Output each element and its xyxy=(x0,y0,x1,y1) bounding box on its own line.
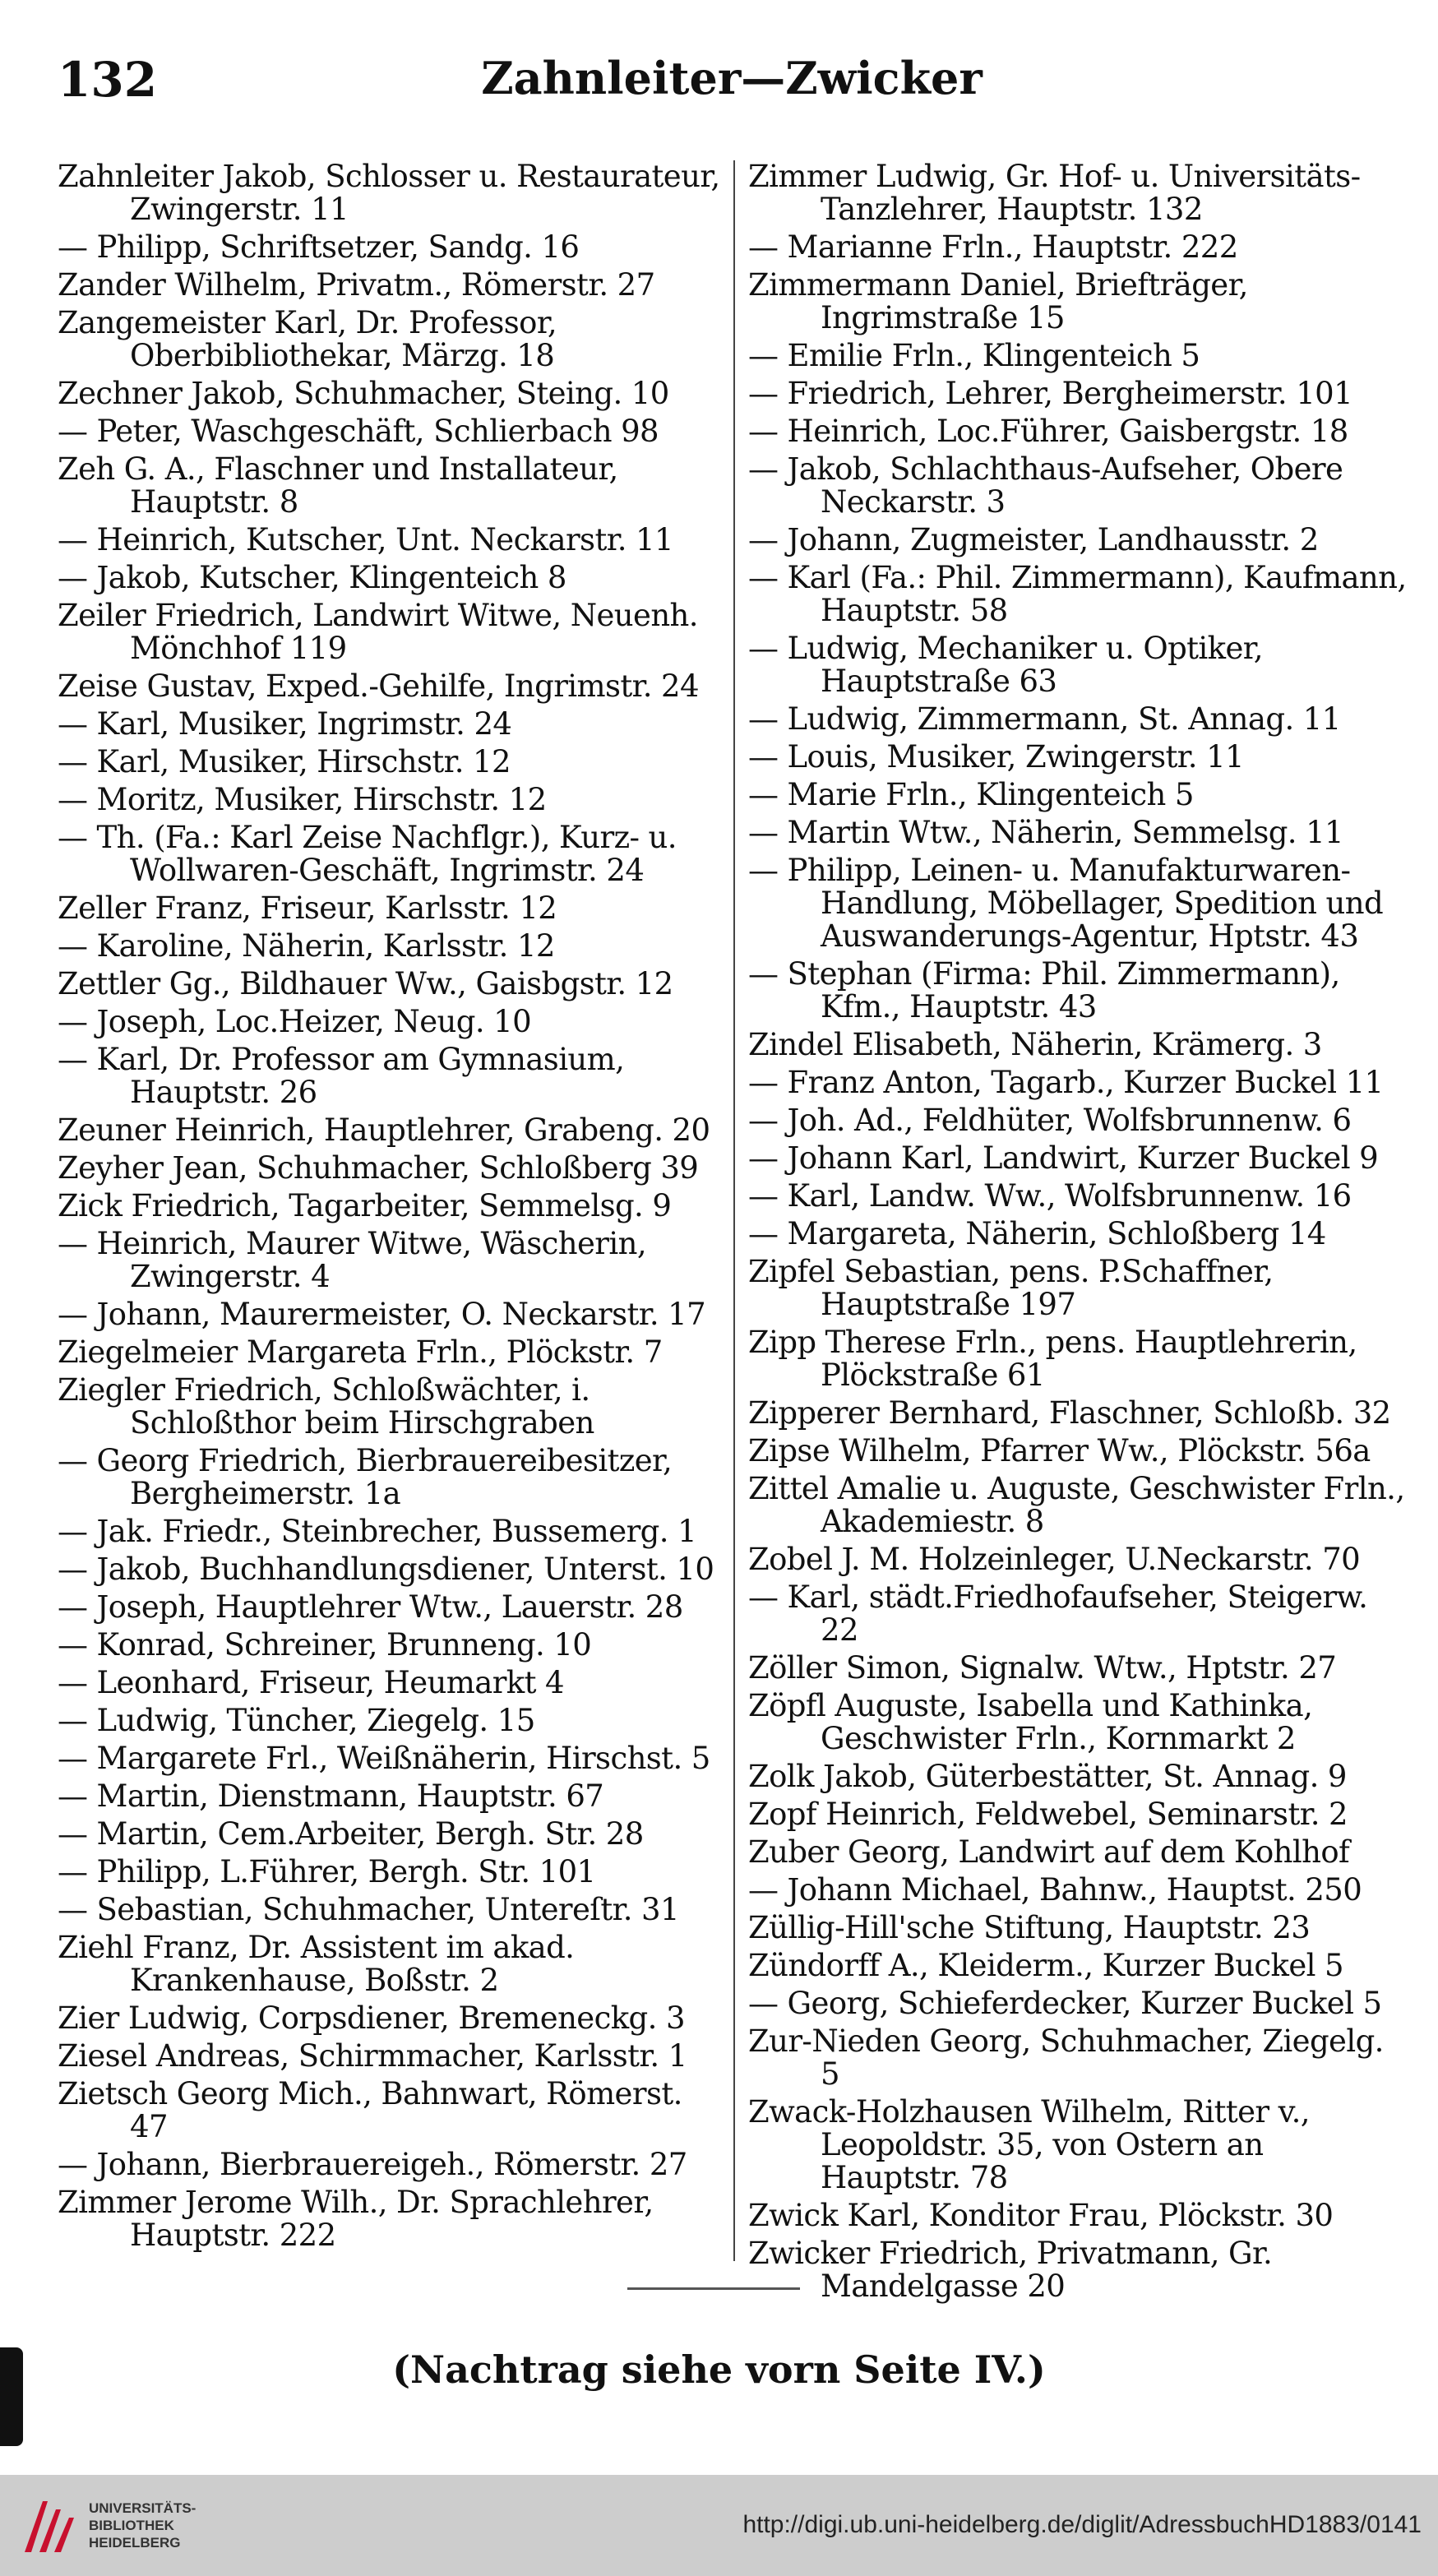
directory-entry: — Heinrich, Loc.Führer, Gaisbergstr. 18 xyxy=(748,414,1348,449)
directory-entry: Zahnleiter Jakob, Schlosser u. Restaurateur, Zwingerstr. 11 xyxy=(58,159,720,227)
directory-entry: — Moritz, Musiker, Hirschstr. 12 xyxy=(58,782,547,817)
directory-entry: — Th. (Fa.: Karl Zeise Nachflgr.), Kurz- u. Wollwaren-Geschäft, Ingrimstr. 24 xyxy=(58,820,677,888)
directory-entry: Zimmer Ludwig, Gr. Hof- u. Universitäts-Tanzlehrer, Hauptstr. 132 xyxy=(748,159,1361,227)
directory-entry: — Johann, Maurermeister, O. Neckarstr. 17 xyxy=(58,1297,706,1332)
directory-entry: Ziehl Franz, Dr. Assistent im akad. Krankenhause, Boßstr. 2 xyxy=(58,1930,575,1998)
end-rule xyxy=(627,2287,800,2290)
page-header xyxy=(58,45,1406,119)
directory-entry: — Georg, Schieferdecker, Kurzer Buckel 5 xyxy=(748,1986,1382,2021)
directory-entry: — Leonhard, Friseur, Heumarkt 4 xyxy=(58,1665,564,1700)
column-divider xyxy=(733,160,735,2261)
directory-entry: Zwack-Holzhausen Wilhelm, Ritter v., Leopoldstr. 35, von Ostern an Hauptstr. 78 xyxy=(748,2094,1310,2195)
right-column xyxy=(748,160,1410,2308)
directory-entry: — Johann Michael, Bahnw., Hauptst. 250 xyxy=(748,1872,1362,1908)
directory-entry: Zöpfl Auguste, Isabella und Kathinka, Geschwister Frln., Kornmarkt 2 xyxy=(748,1688,1313,1756)
directory-entry: Zimmer Jerome Wilh., Dr. Sprachlehrer, Hauptstr. 222 xyxy=(58,2185,654,2253)
directory-entry: — Philipp, Leinen- u. Manufakturwaren-Handlung, Möbellager, Spedition und Auswanderungs-Agentur, Hptstr. 43 xyxy=(748,853,1384,954)
directory-entry: — Joseph, Loc.Heizer, Neug. 10 xyxy=(58,1004,532,1039)
directory-entry: — Johann, Bierbrauereigeh., Römerstr. 27 xyxy=(58,2147,687,2182)
directory-entry: — Karl, Landw. Ww., Wolfsbrunnenw. 16 xyxy=(748,1178,1352,1214)
directory-entry: — Heinrich, Maurer Witwe, Wäscherin, Zwingerstr. 4 xyxy=(58,1226,646,1294)
directory-entry: Zipse Wilhelm, Pfarrer Ww., Plöckstr. 56a xyxy=(748,1433,1371,1468)
directory-entry: — Jak. Friedr., Steinbrecher, Bussemerg. 1 xyxy=(58,1514,697,1549)
directory-entry: — Joseph, Hauptlehrer Wtw., Lauerstr. 28 xyxy=(58,1589,683,1625)
directory-entry: Zolk Jakob, Güterbestätter, St. Annag. 9 xyxy=(748,1759,1347,1794)
directory-entry: Zopf Heinrich, Feldwebel, Seminarstr. 2 xyxy=(748,1797,1348,1832)
directory-entry: — Stephan (Firma: Phil. Zimmermann), Kfm., Hauptstr. 43 xyxy=(748,956,1340,1024)
directory-entry: Zündorff A., Kleiderm., Kurzer Buckel 5 xyxy=(748,1948,1343,1983)
directory-entry: Zwick Karl, Konditor Frau, Plöckstr. 30 xyxy=(748,2198,1334,2233)
library-logo-icon xyxy=(18,2493,84,2559)
directory-entry: — Marie Frln., Klingenteich 5 xyxy=(748,777,1194,812)
directory-entry: Zander Wilhelm, Privatm., Römerstr. 27 xyxy=(58,267,655,303)
directory-entry: — Marianne Frln., Hauptstr. 222 xyxy=(748,229,1238,265)
directory-entry: Züllig-Hill'sche Stiftung, Hauptstr. 23 xyxy=(748,1910,1311,1945)
directory-entry: Zindel Elisabeth, Näherin, Krämerg. 3 xyxy=(748,1027,1322,1062)
directory-entry: — Franz Anton, Tagarb., Kurzer Buckel 11 xyxy=(748,1065,1384,1100)
directory-entry: Zeuner Heinrich, Hauptlehrer, Grabeng. 20 xyxy=(58,1112,710,1148)
directory-entry: Zeiler Friedrich, Landwirt Witwe, Neuenh. Mönchhof 119 xyxy=(58,598,698,666)
directory-entry: — Emilie Frln., Klingenteich 5 xyxy=(748,338,1200,373)
directory-entry: — Karl, Musiker, Ingrimstr. 24 xyxy=(58,706,512,742)
library-name-line: HEIDELBERG xyxy=(89,2535,181,2551)
directory-entry: Ziegler Friedrich, Schloßwächter, i. Schloßthor beim Hirschgraben xyxy=(58,1372,594,1441)
directory-entry: — Peter, Waschgeschäft, Schlierbach 98 xyxy=(58,414,659,449)
directory-entry: — Karoline, Näherin, Karlsstr. 12 xyxy=(58,928,555,964)
directory-entry: Zechner Jakob, Schuhmacher, Steing. 10 xyxy=(58,376,669,411)
directory-entry: Zobel J. M. Holzeinleger, U.Neckarstr. 70 xyxy=(748,1542,1361,1577)
directory-entry: — Martin Wtw., Näherin, Semmelsg. 11 xyxy=(748,815,1344,850)
directory-entry: — Johann, Zugmeister, Landhausstr. 2 xyxy=(748,522,1319,557)
directory-entry: — Joh. Ad., Feldhüter, Wolfsbrunnenw. 6 xyxy=(748,1103,1352,1138)
directory-entry: Zur-Nieden Georg, Schuhmacher, Ziegelg. 5 xyxy=(748,2023,1384,2092)
directory-entry: — Jakob, Kutscher, Klingenteich 8 xyxy=(58,560,566,595)
directory-entry: Zietsch Georg Mich., Bahnwart, Römerst. 47 xyxy=(58,2076,682,2144)
directory-entry: — Karl (Fa.: Phil. Zimmermann), Kaufmann, Hauptstr. 58 xyxy=(748,560,1407,628)
directory-entry: — Karl, Dr. Professor am Gymnasium, Hauptstr. 26 xyxy=(58,1042,625,1110)
directory-columns xyxy=(58,159,1410,2304)
footer-bar xyxy=(0,2475,1438,2576)
directory-entry: Zick Friedrich, Tagarbeiter, Semmelsg. 9 xyxy=(58,1188,672,1223)
directory-entry: — Martin, Cem.Arbeiter, Bergh. Str. 28 xyxy=(58,1816,644,1852)
directory-entry: — Georg Friedrich, Bierbrauereibesitzer, Bergheimerstr. 1a xyxy=(58,1443,673,1511)
library-name-line: BIBLIOTHEK xyxy=(89,2518,174,2533)
directory-entry: — Ludwig, Mechaniker u. Optiker, Hauptstraße 63 xyxy=(748,631,1263,699)
directory-entry: Zeller Franz, Friseur, Karlsstr. 12 xyxy=(58,890,557,926)
supplement-note: (Nachtrag siehe vorn Seite IV.) xyxy=(392,2347,1046,2392)
directory-entry: — Jakob, Schlachthaus-Aufseher, Obere Neckarstr. 3 xyxy=(748,451,1343,520)
directory-entry: Zuber Georg, Landwirt auf dem Kohlhof xyxy=(748,1834,1350,1870)
directory-entry: — Friedrich, Lehrer, Bergheimerstr. 101 xyxy=(748,376,1353,411)
directory-entry: — Martin, Dienstmann, Hauptstr. 67 xyxy=(58,1778,604,1814)
directory-entry: — Heinrich, Kutscher, Unt. Neckarstr. 11 xyxy=(58,522,673,557)
directory-entry: Zipperer Bernhard, Flaschner, Schloßb. 32 xyxy=(748,1395,1391,1431)
running-title: Zahnleiter—Zwicker xyxy=(481,52,983,104)
directory-entry: Zeh G. A., Flaschner und Installateur, Hauptstr. 8 xyxy=(58,451,618,520)
directory-entry: — Johann Karl, Landwirt, Kurzer Buckel 9 xyxy=(748,1140,1379,1176)
directory-entry: — Jakob, Buchhandlungsdiener, Unterst. 10 xyxy=(58,1552,714,1587)
source-url[interactable]: http://digi.ub.uni-heidelberg.de/diglit/AdressbuchHD1883/0141 xyxy=(742,2511,1422,2538)
directory-entry: — Philipp, Schriftsetzer, Sandg. 16 xyxy=(58,229,580,265)
directory-entry: Zangemeister Karl, Dr. Professor, Oberbibliothekar, Märzg. 18 xyxy=(58,305,557,373)
directory-entry: — Ludwig, Zimmermann, St. Annag. 11 xyxy=(748,701,1341,737)
directory-entry: — Ludwig, Tüncher, Ziegelg. 15 xyxy=(58,1703,535,1738)
directory-entry: — Konrad, Schreiner, Brunneng. 10 xyxy=(58,1627,592,1663)
directory-entry: Zittel Amalie u. Auguste, Geschwister Frln., Akademiestr. 8 xyxy=(748,1471,1405,1539)
directory-entry: Zeise Gustav, Exped.-Gehilfe, Ingrimstr. 24 xyxy=(58,668,699,704)
directory-entry: — Louis, Musiker, Zwingerstr. 11 xyxy=(748,739,1244,775)
directory-entry: Zier Ludwig, Corpsdiener, Bremeneckg. 3 xyxy=(58,2000,685,2036)
directory-entry: Zipp Therese Frln., pens. Hauptlehrerin, Plöckstraße 61 xyxy=(748,1325,1357,1393)
directory-entry: — Sebastian, Schuhmacher, Untereſtr. 31 xyxy=(58,1892,679,1927)
directory-entry: — Margareta, Näherin, Schloßberg 14 xyxy=(748,1216,1326,1251)
directory-entry: — Margarete Frl., Weißnäherin, Hirschst. 5 xyxy=(58,1741,710,1776)
directory-entry: Zwicker Friedrich, Privatmann, Gr. Mandelgasse 20 xyxy=(748,2236,1273,2304)
directory-entry: — Karl, städt.Friedhofaufseher, Steigerw. 22 xyxy=(748,1579,1368,1648)
directory-entry: — Karl, Musiker, Hirschstr. 12 xyxy=(58,744,511,779)
library-name-line: UNIVERSITÄTS- xyxy=(89,2500,197,2516)
directory-entry: — Philipp, L.Führer, Bergh. Str. 101 xyxy=(58,1854,596,1889)
left-column xyxy=(58,160,724,2257)
directory-entry: Zöller Simon, Signalw. Wtw., Hptstr. 27 xyxy=(748,1650,1337,1686)
directory-entry: Ziegelmeier Margareta Frln., Plöckstr. 7 xyxy=(58,1334,663,1370)
directory-entry: Zeyher Jean, Schuhmacher, Schloßberg 39 xyxy=(58,1150,699,1186)
directory-entry: Zipfel Sebastian, pens. P.Schaffner, Hauptstraße 197 xyxy=(748,1254,1274,1322)
directory-entry: Zimmermann Daniel, Briefträger, Ingrimstraße 15 xyxy=(748,267,1248,335)
library-name xyxy=(89,2500,196,2551)
directory-entry: Zettler Gg., Bildhauer Ww., Gaisbgstr. 12 xyxy=(58,966,673,1001)
directory-entry: Ziesel Andreas, Schirmmacher, Karlsstr. 1 xyxy=(58,2038,687,2074)
page-number: 132 xyxy=(58,52,158,108)
